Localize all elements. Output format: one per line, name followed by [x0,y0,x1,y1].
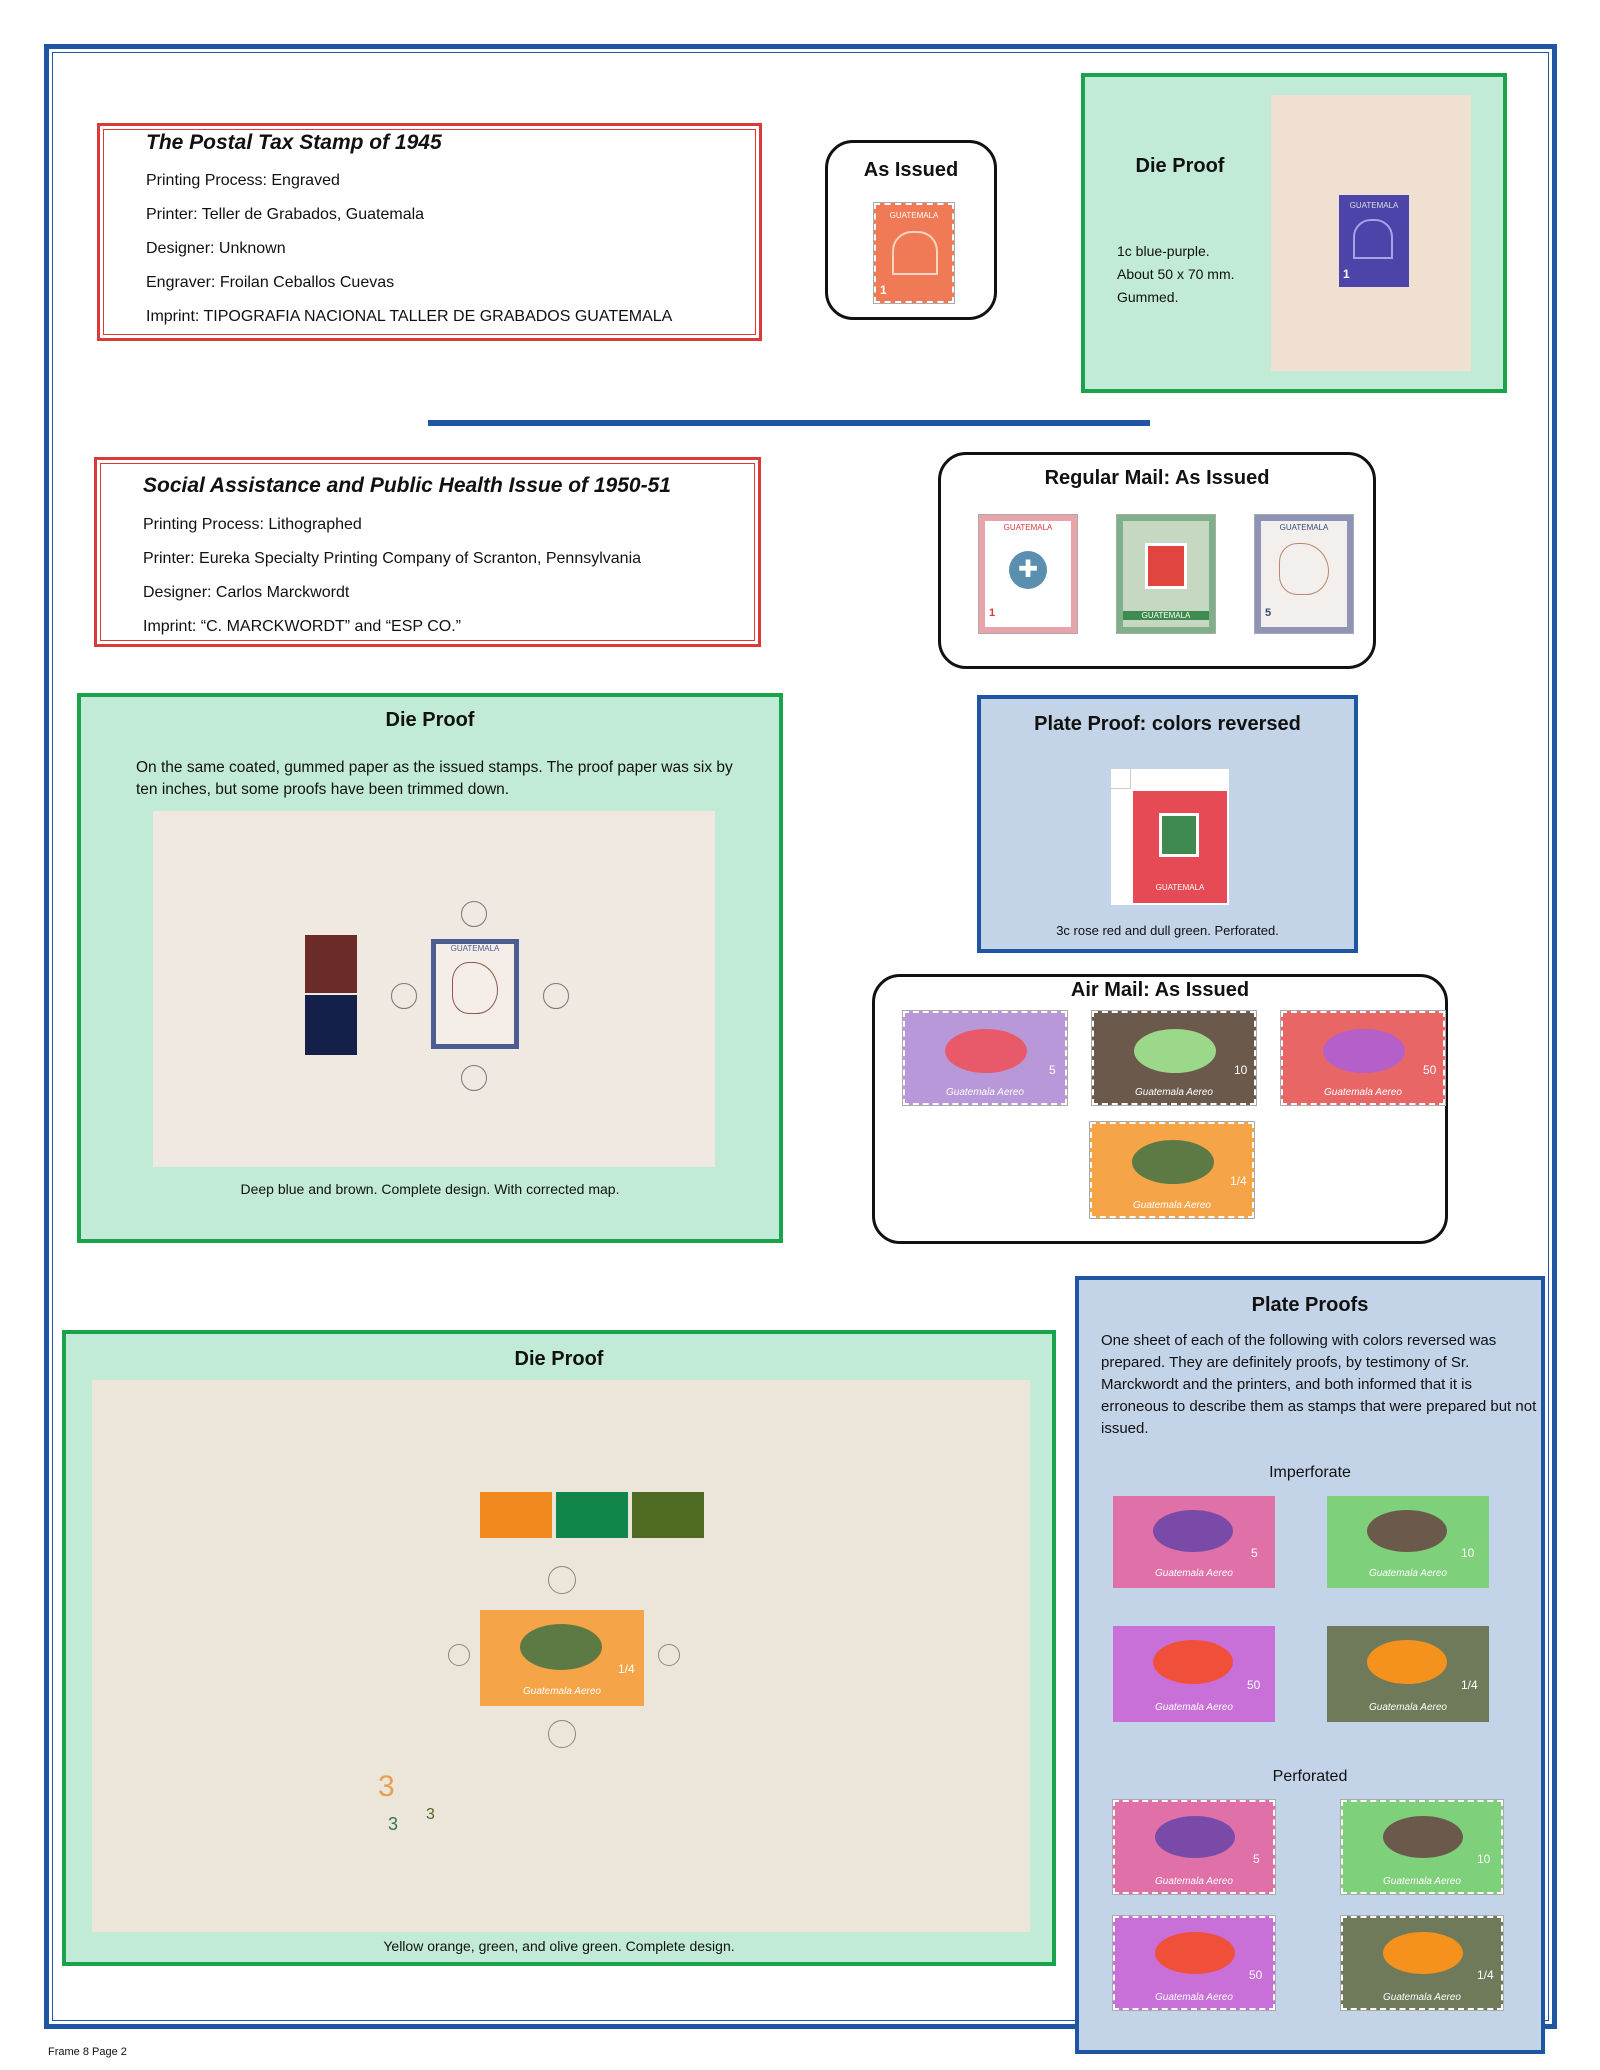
stamp-text: Guatemala Aereo [1368,1568,1447,1579]
building-icon [1132,1140,1214,1184]
registration-mark-icon [391,983,417,1009]
building-icon [1323,1029,1405,1073]
building-icon [1367,1640,1447,1684]
perforated-label: Perforated [1272,1768,1348,1785]
plane-icon [1155,1816,1235,1858]
reversed-stamp [1133,791,1227,903]
stamp-text: Guatemala Aereo [1134,1087,1213,1098]
regular-mail-stamp [979,515,1077,633]
stamp-value: 1 [880,283,887,297]
color-swatch-olive [632,1492,704,1538]
die-proof-stamp [1339,195,1409,287]
corner-margin [1111,769,1131,789]
cross-icon: ✚ [1009,551,1047,589]
stamp-value: 5 [1253,1852,1260,1866]
perforated-stamp [1341,1916,1503,2010]
stamp-country: GUATEMALA [889,211,939,220]
die-proof-1945-line: 1c blue-purple. [1117,243,1210,259]
imperforate-stamp [1327,1496,1489,1588]
pencil-mark: 3 [426,1806,435,1823]
building-icon [1383,1816,1463,1858]
building-icon [1383,1932,1463,1974]
registration-mark-icon [448,1644,470,1666]
die-proof-map-sheet-image [153,811,715,1167]
postal-tax-line: Printing Process: Engraved [146,172,340,189]
stamp-text: Guatemala Aereo [1368,1702,1447,1713]
regular-mail-box [938,452,1376,669]
building-icon [520,1624,602,1670]
stamp-country: GUATEMALA [1349,201,1399,210]
social-issue-info-box [94,457,761,647]
die-proof-air-caption: Yellow orange, green, and olive green. Complete design. [383,1938,735,1954]
stamp-country: GUATEMALA [1123,611,1209,620]
postal-tax-info-box [97,123,762,341]
die-proof-map-title: Die Proof [385,709,475,731]
stamp-text: Guatemala Aereo [522,1686,601,1697]
registration-mark-icon [548,1566,576,1594]
perforated-stamp [1113,1916,1275,2010]
plane-icon [1153,1510,1233,1552]
building-icon [1153,1640,1233,1684]
stamp-value: 10 [1477,1852,1491,1866]
imperforate-stamp [1327,1626,1489,1722]
regular-mail-title: Regular Mail: As Issued [1044,467,1270,489]
postal-tax-title: The Postal Tax Stamp of 1945 [146,131,442,154]
stamp-value: 1/4 [1477,1968,1494,1982]
stamp-arch [892,231,938,275]
stamp-value: 5 [1251,1546,1258,1560]
stamp-text: Guatemala Aereo [1382,1992,1461,2003]
stamp-text: Guatemala Aereo [1132,1200,1211,1211]
regular-mail-stamp [1255,515,1353,633]
color-swatch-blue [305,995,357,1055]
die-proof-air-title: Die Proof [514,1348,604,1370]
plate-proofs-title: Plate Proofs [1251,1294,1369,1316]
stamp-value: 5 [1265,607,1272,619]
imperforate-label: Imperforate [1269,1464,1351,1481]
pencil-mark: 3 [388,1814,399,1834]
stamp-value: 10 [1234,1063,1248,1077]
registration-mark-icon [658,1644,680,1666]
die-proof-1945-line: About 50 x 70 mm. [1117,266,1235,282]
postal-tax-line: Designer: Unknown [146,240,286,257]
stamp-value: 50 [1247,1678,1261,1692]
stamp-text: Guatemala Aereo [945,1087,1024,1098]
social-issue-title: Social Assistance and Public Health Issue of 1950-51 [143,474,671,497]
perforated-stamp [1341,1800,1503,1894]
postal-tax-line: Printer: Teller de Grabados, Guatemala [146,206,425,223]
die-proof-map-box [77,693,783,1243]
as-issued-title: As Issued [863,159,959,181]
registration-mark-icon [543,983,569,1009]
stamp-text: Guatemala Aereo [1382,1876,1461,1887]
die-proof-air-box [62,1330,1056,1966]
stamp-value: 50 [1249,1968,1263,1982]
color-swatch-orange [480,1492,552,1538]
air-mail-stamp [1281,1011,1445,1105]
perforated-stamp [1113,1800,1275,1894]
stamp-text: Guatemala Aereo [1154,1992,1233,2003]
building-icon [1367,1510,1447,1552]
stamp-value: 1/4 [1461,1678,1478,1692]
stamp-country: GUATEMALA [1003,523,1053,532]
die-proof-map-caption: Deep blue and brown. Complete design. With corrected map. [240,1181,620,1197]
as-issued-1945-box [825,140,997,320]
imperforate-stamp [1113,1626,1275,1722]
plate-proofs-description: One sheet of each of the following with colors reversed was prepared. They are definitely proofs, by testimony of Sr. Marckwordt and the printers, and both informed that it is erroneous to describe them as stamps that were prepared but not issued. [1101,1332,1537,1437]
air-die-stamp [480,1610,644,1706]
pencil-mark: 3 [378,1770,395,1803]
plate-proof-reversed-stamp-image [1111,769,1229,905]
social-issue-line: Printer: Eureka Specialty Printing Company of Scranton, Pennsylvania [143,550,642,567]
die-proof-map-description: On the same coated, gummed paper as the issued stamps. The proof paper was six by ten inches, but some proofs have been trimmed down. [136,759,733,798]
stamp-text: Guatemala Aereo [1323,1087,1402,1098]
section-divider [428,420,1150,426]
stamp-country: GUATEMALA [1279,523,1329,532]
social-issue-line: Imprint: “C. MARCKWORDT” and “ESP CO.” [143,618,461,635]
plate-proof-reversed-title: Plate Proof: colors reversed [1034,713,1301,735]
stamp-country: GUATEMALA [1155,883,1205,892]
map-stamp [431,939,519,1049]
die-proof-1945-line: Gummed. [1117,289,1179,305]
registration-mark-icon [461,1065,487,1091]
registration-mark-icon [461,901,487,927]
air-mail-stamp [903,1011,1067,1105]
stamp-value: 1 [1343,267,1350,281]
building-icon [1155,1932,1235,1974]
air-mail-stamp [1092,1011,1256,1105]
color-swatch-green [556,1492,628,1538]
plate-proofs-box [1075,1276,1545,2054]
air-mail-box [872,974,1448,1244]
registration-mark-icon [548,1720,576,1748]
stamp-text: Guatemala Aereo [1154,1568,1233,1579]
color-swatch-brown [305,935,357,993]
stamp-value: 10 [1461,1546,1475,1560]
die-proof-sheet-image [1271,95,1471,371]
air-mail-title: Air Mail: As Issued [1070,979,1250,1001]
portrait-icon [1145,543,1187,589]
die-proof-1945-box [1081,73,1507,393]
stamp-text: Guatemala Aereo [1154,1876,1233,1887]
imperforate-stamp [1113,1496,1275,1588]
stamp-value: 1/4 [618,1662,635,1676]
stamp-value: 1/4 [1230,1174,1247,1188]
regular-mail-stamp [1117,515,1215,633]
map-icon [1279,543,1329,595]
building-icon [1134,1029,1216,1073]
page-footer: Frame 8 Page 2 [48,2046,127,2058]
map-icon [452,962,498,1014]
stamp-text: Guatemala Aereo [1154,1702,1233,1713]
social-issue-line: Designer: Carlos Marckwordt [143,584,350,601]
postal-tax-line: Imprint: TIPOGRAFIA NACIONAL TALLER DE GRABADOS GUATEMALA [146,308,673,325]
die-proof-air-sheet-image [92,1380,1030,1932]
air-mail-stamp [1090,1122,1254,1218]
portrait-icon [1159,813,1199,857]
postal-tax-line: Engraver: Froilan Ceballos Cuevas [146,274,395,291]
stamp-value: 1 [989,607,996,619]
plane-icon [945,1029,1027,1073]
social-issue-line: Printing Process: Lithographed [143,516,362,533]
plate-proof-reversed-box [977,695,1358,953]
plate-proof-reversed-caption: 3c rose red and dull green. Perforated. [1056,923,1279,938]
stamp-value: 5 [1049,1063,1056,1077]
stamp-country: GUATEMALA [450,944,500,953]
stamp-arch [1353,219,1393,259]
die-proof-1945-title: Die Proof [1135,155,1225,177]
stamp-value: 50 [1423,1063,1437,1077]
postal-tax-stamp-image [874,203,954,303]
